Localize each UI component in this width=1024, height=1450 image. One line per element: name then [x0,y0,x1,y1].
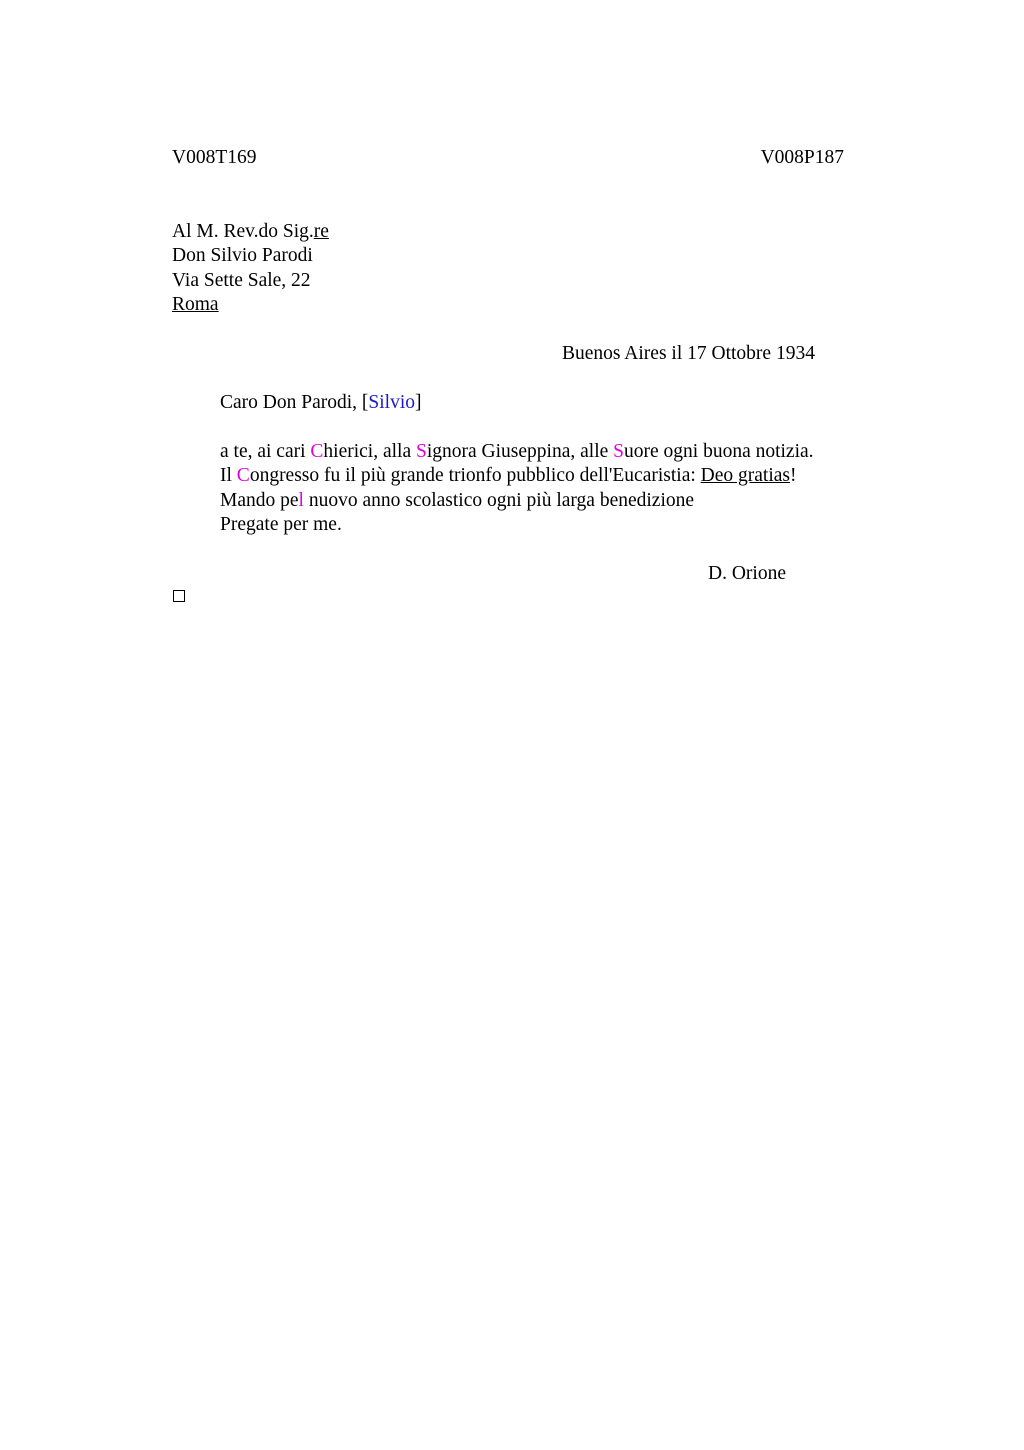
address-line-2: Don Silvio Parodi [172,245,313,266]
date-line: Buenos Aires il 17 Ottobre 1934 [562,343,815,364]
document-code-left: V008T169 [172,147,257,168]
body-line-4: Pregate per me. [220,514,342,535]
signature: D. Orione [708,563,786,584]
end-marker-box [173,590,185,602]
body-line-3: Mando pel nuovo anno scolastico ogni più larga benedizione [220,490,695,511]
document-code-right: V008P187 [760,147,844,168]
editorial-insertion: Silvio [368,392,416,413]
body-line-2: Il Congresso fu il più grande trionfo pubblico dell'Eucaristia: Deo gratias! [220,465,797,486]
body-line-1: a te, ai cari Chierici, alla Signora Giuseppina, alle Suore ogni buona notizia. [220,441,814,462]
address-line-1: Al M. Rev.do Sig.re [172,221,329,242]
salutation: Caro Don Parodi, [Silvio] [220,392,422,413]
address-city: Roma [172,294,219,315]
address-line-3: Via Sette Sale, 22 [172,270,311,291]
